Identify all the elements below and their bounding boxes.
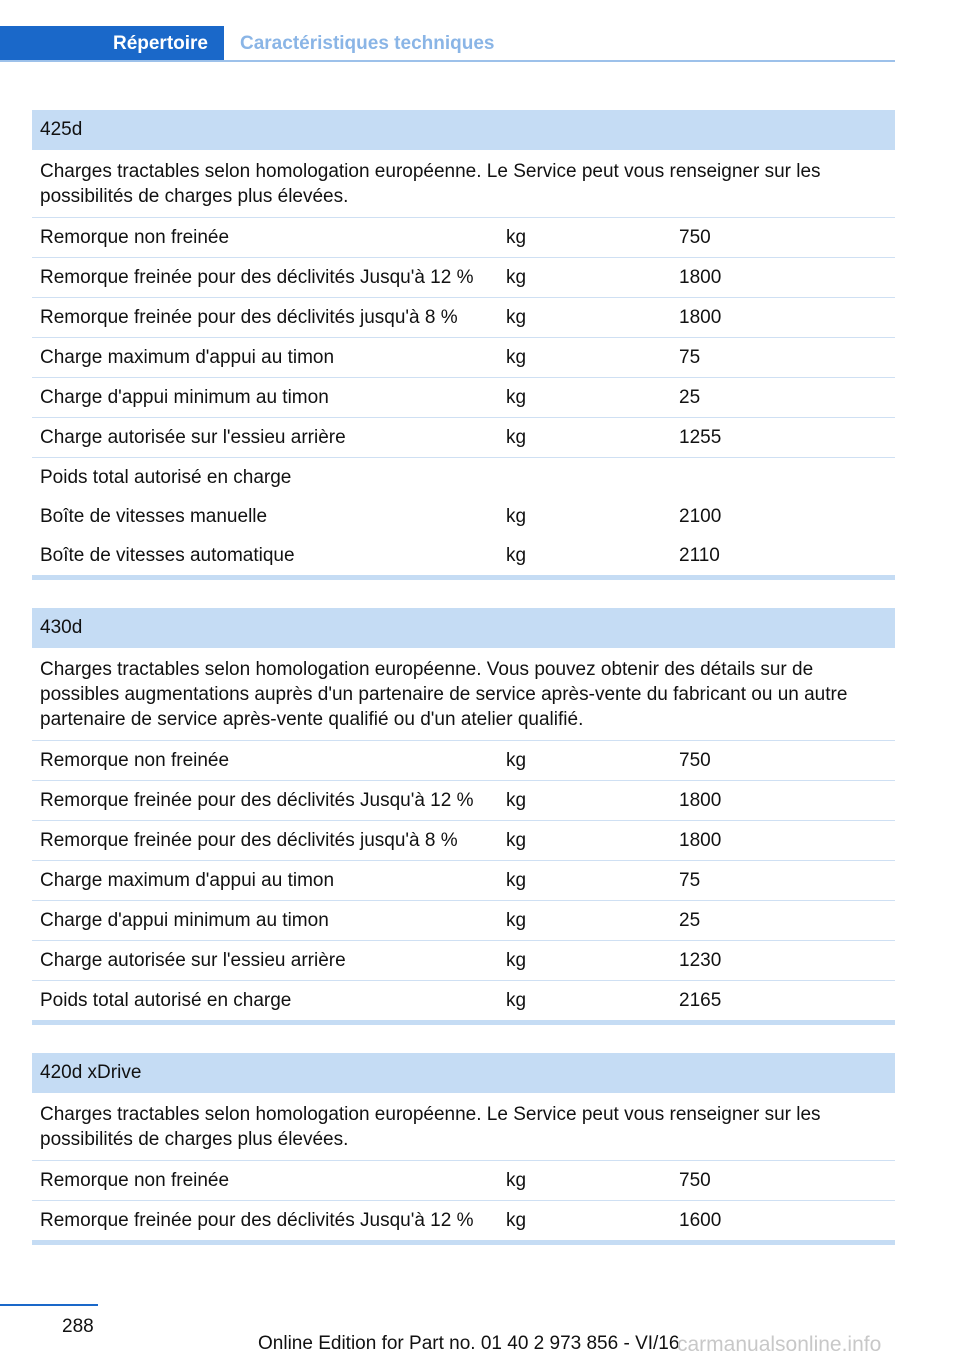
row-unit: kg [506,387,527,408]
row-unit: kg [506,870,527,891]
table-row [32,741,895,781]
page-number: 288 [62,1316,94,1337]
row-label: Charge maximum d'appui au timon [40,347,335,368]
row-value: 2165 [679,990,722,1011]
row-label: Poids total autorisé en charge [40,467,292,488]
row-label: Remorque freinée pour des déclivités jusqu'à 8 % [40,307,458,328]
row-label: Charge maximum d'appui au timon [40,870,335,891]
table-row [32,338,895,378]
spec-table [32,608,895,1025]
table-intro-text: Charges tractables selon homologation européenne. Le Service peut vous renseigner sur les possibilités de charges plus élevées. [32,150,895,218]
table-row [32,941,895,981]
table-model-header: 430d [32,608,895,648]
row-value: 25 [679,387,701,408]
table-row [32,981,895,1020]
row-label: Remorque freinée pour des déclivités jusqu'à 8 % [40,830,458,851]
row-unit: kg [506,427,527,448]
row-unit [506,458,679,497]
row-unit: kg [506,267,527,288]
row-value: 1255 [679,427,722,448]
row-value: 75 [679,870,701,891]
row-label: Charge autorisée sur l'essieu arrière [40,427,346,448]
table-model-header: 425d [32,110,895,150]
row-label: Remorque freinée pour des déclivités Jusqu'à 12 % [40,790,474,811]
table-row [32,418,895,458]
table-row [32,1201,895,1240]
row-value: 1800 [679,790,722,811]
row-value: 750 [679,1170,711,1191]
row-unit: kg [506,307,527,328]
table-model-header: 420d xDrive [32,1053,895,1093]
table-bottom-rule [32,1240,895,1245]
spec-table [32,110,895,580]
row-unit: kg [506,227,527,248]
table-row [32,536,895,575]
table-intro-text: Charges tractables selon homologation européenne. Le Service peut vous renseigner sur les possibilités de charges plus élevées. [32,1093,895,1161]
tab-repertoire[interactable]: Répertoire [0,26,224,62]
row-unit: kg [506,790,527,811]
row-value: 1800 [679,830,722,851]
table-row [32,821,895,861]
row-unit: kg [506,750,527,771]
table-row [32,901,895,941]
row-value: 2100 [679,506,722,527]
row-value: 25 [679,910,701,931]
row-label: Remorque non freinée [40,1170,230,1191]
table-row [32,861,895,901]
spec-table [32,1053,895,1245]
row-unit: kg [506,990,527,1011]
table-intro-text: Charges tractables selon homologation européenne. Vous pouvez obtenir des détails sur de possibles augmentations auprès d'un partenaire de service après-vente du fabricant ou un autre partenaire de service après-vente qualifié ou d'un atelier qualifié. [32,648,895,741]
row-label: Boîte de vitesses manuelle [40,506,268,527]
row-label: Remorque non freinée [40,227,230,248]
row-value: 750 [679,227,711,248]
row-unit: kg [506,950,527,971]
row-unit: kg [506,910,527,931]
row-label: Boîte de vitesses automatique [40,545,295,566]
table-bottom-rule [32,1020,895,1025]
row-value: 75 [679,347,701,368]
footer-divider [0,1304,98,1306]
page-header [0,26,895,62]
row-value: 1600 [679,1210,722,1231]
row-label: Remorque freinée pour des déclivités Jusqu'à 12 % [40,1210,474,1231]
row-label: Remorque non freinée [40,750,230,771]
row-value: 750 [679,750,711,771]
row-value [679,458,895,497]
table-row [32,258,895,298]
table-row [32,298,895,338]
row-label: Poids total autorisé en charge [40,990,292,1011]
row-label: Charge d'appui minimum au timon [40,910,329,931]
row-unit: kg [506,506,527,527]
row-label: Charge autorisée sur l'essieu arrière [40,950,346,971]
table-row [32,1161,895,1201]
row-value: 2110 [679,545,720,566]
table-bottom-rule [32,575,895,580]
row-value: 1230 [679,950,722,971]
table-row [32,458,895,497]
row-unit: kg [506,347,527,368]
spec-tables [32,110,895,1273]
row-unit: kg [506,1170,527,1191]
table-row [32,497,895,536]
header-divider [0,60,895,62]
table-row [32,781,895,821]
table-row [32,378,895,418]
row-label: Charge d'appui minimum au timon [40,387,329,408]
row-value: 1800 [679,267,722,288]
edition-note: Online Edition for Part no. 01 40 2 973 856 - VI/16 [258,1333,680,1354]
row-unit: kg [506,1210,527,1231]
section-title[interactable]: Caractéristiques techniques [240,33,495,54]
row-value: 1800 [679,307,722,328]
row-unit: kg [506,830,527,851]
watermark: carmanualsonline.info [677,1333,882,1356]
row-unit: kg [506,545,527,566]
table-row [32,218,895,258]
row-label: Remorque freinée pour des déclivités Jusqu'à 12 % [40,267,474,288]
